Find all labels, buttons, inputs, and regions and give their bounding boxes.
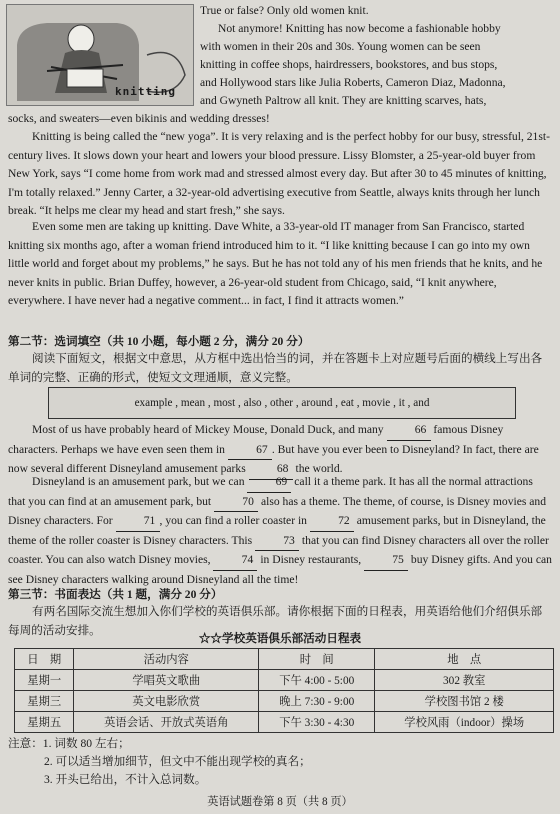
blank-71[interactable]: 71 bbox=[116, 512, 160, 532]
cloze-paragraph-1: Most of us have probably heard of Mickey Mouse, Donald Duck, and many 66 famous Disney characters. Perhaps we have even seen them in 67 . But have you ever been to Disneyland? In fact, there are now several different Disneyland amusement parks 68 the world. bbox=[8, 421, 552, 480]
section-3-heading: 第三节：书面表达（共 1 题，满分 20 分） bbox=[8, 588, 223, 601]
passage-line: socks, and sweaters—even bikinis and wedding dresses! bbox=[8, 112, 270, 125]
header-time: 时 间 bbox=[259, 649, 375, 670]
table-cell: 星期五 bbox=[15, 712, 74, 733]
table-header-row bbox=[15, 649, 554, 670]
table-cell: 英文电影欣赏 bbox=[74, 691, 259, 712]
passage-line: Not anymore! Knitting has now become a fashionable hobby bbox=[218, 22, 501, 35]
schedule-table bbox=[14, 648, 554, 733]
section-2-heading: 第二节：选词填空（共 10 小题，每小题 2 分，满分 20 分） bbox=[8, 335, 310, 348]
blank-69[interactable]: 69 bbox=[247, 473, 291, 493]
word-box: example , mean , most , also , other , around , eat , movie , it , and bbox=[48, 387, 516, 419]
table-cell: 学唱英文歌曲 bbox=[74, 670, 259, 691]
table-row bbox=[15, 670, 554, 691]
passage-line: with women in their 20s and 30s. Young women can be seen bbox=[200, 40, 481, 53]
passage-line: and Gwyneth Paltrow all knit. They are knitting scarves, hats, bbox=[200, 94, 487, 107]
header-activity: 活动内容 bbox=[74, 649, 259, 670]
knitting-illustration bbox=[6, 4, 194, 106]
note-2: 2. 可以适当增加细节，但文中不能出现学校的真名； bbox=[44, 755, 311, 768]
table-row bbox=[15, 712, 554, 733]
passage-line: knitting in coffee shops, hairdressers, bookstores, and bus stops, bbox=[200, 58, 498, 71]
section-3-instruction: 有两名国际交流生想加入你们学校的英语俱乐部。请你根据下面的日程表，用英语给他们介绍俱乐部每周的活动安排。 bbox=[8, 605, 543, 637]
note-1: 注意：1. 词数 80 左右； bbox=[8, 737, 130, 750]
cloze-paragraph-2: Disneyland is an amusement park, but we can 69 call it a theme park. It has all the normal attractions that you can find at an amusement park, but 70 also has a theme. The theme, of course, is Disney movies and Disney characters. For 71 , you can find a roller coaster in 72 amusement parks, but in Disneyland, the theme of the roller coaster is Disney characters. This 73 that you can find Disney characters all over the roller coaster. You can also watch Disney movies, 74 in Disney restaurants, 75 buy Disney gifts. And you can see Disney characters walking around Disneyland all the time! bbox=[8, 475, 552, 586]
note-3: 3. 开头已给出，不计入总词数。 bbox=[44, 773, 207, 786]
schedule-title: ☆☆学校英语俱乐部活动日程表 bbox=[198, 632, 362, 645]
table-cell: 下午 3:30 - 4:30 bbox=[259, 712, 375, 733]
table-cell: 星期一 bbox=[15, 670, 74, 691]
section-2-instruction: 阅读下面短文，根据文中意思，从方框中选出恰当的词，并在答题卡上对应题号后面的横线上写出各单词的完整、正确的形式，使短文文理通顺，意义完整。 bbox=[8, 352, 543, 384]
passage-paragraph-2: Knitting is being called the “new yoga”. It is very relaxing and is the perfect hobby for our busy, stressful, 21st-century lives. It slows down your heart and lowers your blood pressure. Lissy Blomster, a 25-year-old buyer from New York, says “I come home from work mad and stressed almost every day. But after 30 to 45 minutes of knitting, I'm totally relaxed.” Jenny Carter, a 32-year-old advertising executive from Seattle, always knits through her lunch break. “It helps me clear my head and start fresh,” she says. bbox=[8, 130, 550, 218]
table-cell: 英语会话、开放式英语角 bbox=[74, 712, 259, 733]
table-cell: 学校图书馆 2 楼 bbox=[375, 691, 554, 712]
passage-paragraph-3: Even some men are taking up knitting. Dave White, a 33-year-old IT manager from San Francisco, started knitting six months ago, after a woman friend introduced him to it. “I like knitting because I can go into my own little world and forget about my problems,” he says. But he has not told any of his men friends that he knits, and he never knits in public. Brian Duffey, however, a 26-year-old student from Chicago, said, “I knit anywhere, everywhere. I have never had a negative comment... in fact, I find it attracts women.” bbox=[8, 220, 543, 308]
header-date: 日 期 bbox=[15, 649, 74, 670]
blank-72[interactable]: 72 bbox=[310, 512, 354, 532]
header-place: 地 点 bbox=[375, 649, 554, 670]
passage-line: True or false? Only old women knit. bbox=[200, 4, 369, 17]
page-footer: 英语试题卷第 8 页（共 8 页） bbox=[207, 796, 353, 808]
table-cell: 302 教室 bbox=[375, 670, 554, 691]
table-row bbox=[15, 691, 554, 712]
blank-67[interactable]: 67 bbox=[228, 441, 272, 461]
blank-75[interactable]: 75 bbox=[364, 551, 408, 571]
blank-74[interactable]: 74 bbox=[213, 551, 257, 571]
blank-66[interactable]: 66 bbox=[387, 421, 431, 441]
table-cell: 晚上 7:30 - 9:00 bbox=[259, 691, 375, 712]
table-cell: 星期三 bbox=[15, 691, 74, 712]
table-cell: 学校风雨（indoor）操场 bbox=[375, 712, 554, 733]
blank-70[interactable]: 70 bbox=[214, 493, 258, 513]
illustration-caption: knitting bbox=[115, 85, 176, 98]
passage-line: and Hollywood stars like Julia Roberts, Cameron Diaz, Madonna, bbox=[200, 76, 506, 89]
blank-68[interactable]: 68 bbox=[249, 460, 293, 480]
blank-73[interactable]: 73 bbox=[255, 532, 299, 552]
table-cell: 下午 4:00 - 5:00 bbox=[259, 670, 375, 691]
